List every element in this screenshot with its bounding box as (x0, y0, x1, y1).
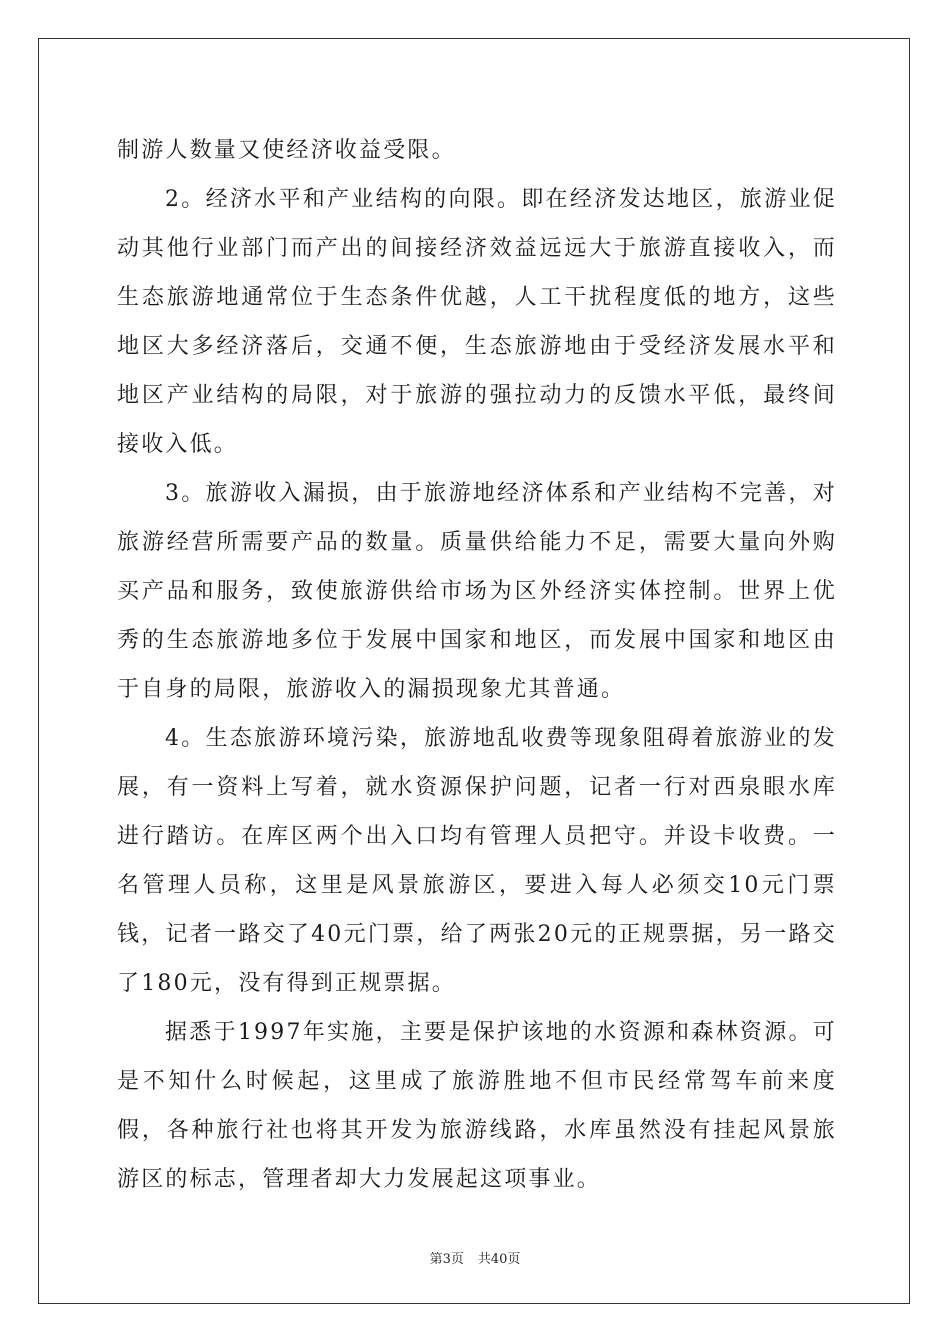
paragraph-5: 据悉于1997年实施，主要是保护该地的水资源和森林资源。可是不知什么时候起，这里成了旅游胜地不但市民经常驾车前来度假，各种旅行社也将其开发为旅游线路，水库虽然没有挂起风景旅游区的标志，管理者却大力发展起这项事业。 (117, 1020, 837, 1192)
page-total: 共40页 (477, 1252, 521, 1267)
page-footer (0, 1248, 950, 1267)
paragraph-3: 3。旅游收入漏损，由于旅游地经济体系和产业结构不完善，对旅游经营所需要产品的数量。质量供给能力不足，需要大量向外购买产品和服务，致使旅游供给市场为区外经济实体控制。世界上优秀的生态旅游地多位于发展中国家和地区，而发展中国家和地区由于自身的局限，旅游收入的漏损现象尤其普通。 (117, 481, 837, 702)
document-body (117, 126, 837, 1204)
page-number: 第3页 (429, 1252, 464, 1267)
paragraph-1: 制游人数量又使经济收益受限。 (117, 138, 456, 163)
paragraph-2: 2。经济水平和产业结构的向限。即在经济发达地区，旅游业促动其他行业部门而产出的间接经济效益远远大于旅游直接收入，而生态旅游地通常位于生态条件优越，人工干扰程度低的地方，这些地区大多经济落后，交通不便，生态旅游地由于受经济发展水平和地区产业结构的局限，对于旅游的强拉动力的反馈水平低，最终间接收入低。 (117, 187, 837, 457)
paragraph-4: 4。生态旅游环境污染，旅游地乱收费等现象阻碍着旅游业的发展，有一资料上写着，就水资源保护问题，记者一行对西泉眼水库进行踏访。在库区两个出入口均有管理人员把守。并设卡收费。一名管理人员称，这里是风景旅游区，要进入每人必须交10元门票钱，记者一路交了40元门票，给了两张20元的正规票据，另一路交了180元，没有得到正规票据。 (117, 726, 837, 996)
